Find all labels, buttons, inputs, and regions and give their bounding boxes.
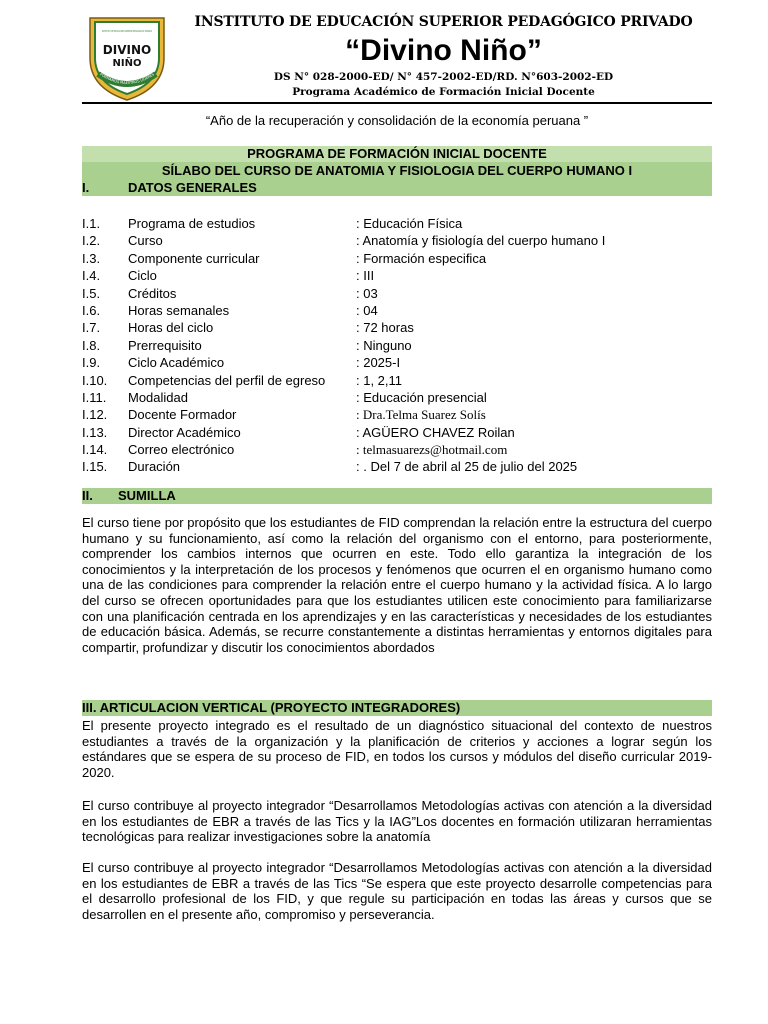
general-data-row xyxy=(82,250,712,267)
logo-main-text-2: NIÑO xyxy=(112,58,142,69)
item-value: : Educación presencial xyxy=(356,389,487,405)
item-label: Prerrequisito xyxy=(128,337,202,353)
general-data-row xyxy=(82,389,712,406)
item-number: I.8. xyxy=(82,337,101,353)
item-number: I.1. xyxy=(82,216,101,231)
item-label: Ciclo xyxy=(128,268,157,284)
item-number: I.4. xyxy=(82,268,101,284)
year-motto: “Año de la recuperación y consolidación de la economía peruana ” xyxy=(205,113,589,128)
item-number: I.12. xyxy=(82,407,108,423)
general-data-row xyxy=(82,285,712,302)
institute-brand: “Divino Niño” xyxy=(345,34,542,67)
logo-ribbon-text: FORMAMOS MAESTROS LÍDERES xyxy=(99,72,155,86)
item-label: Competencias del perfil de egreso xyxy=(128,372,326,388)
general-data-row xyxy=(82,458,712,475)
section-title: DATOS GENERALES xyxy=(128,180,257,195)
item-number: I.11. xyxy=(82,389,107,405)
item-number: I.2. xyxy=(82,233,101,249)
articulacion-paragraph-2: El curso contribuye al proyecto integrador “Desarrollamos Metodologías activas con atención a la diversidad en los estudiantes de EBR a través de las Tics y la IAG”Los docentes en formación utilizaran herramientas tecnológicas para realizar investigaciones sobre la anatomía xyxy=(82,798,712,845)
item-label: Duración xyxy=(128,459,181,475)
item-value: : 04 xyxy=(356,302,378,318)
item-value: : AGÜERO CHAVEZ Roilan xyxy=(356,424,515,440)
email-link[interactable]: : telmasuarezs@hotmail.com xyxy=(356,442,508,458)
articulacion-section-band xyxy=(82,700,712,716)
institute-logo xyxy=(84,12,170,102)
syllabus-title: SÍLABO DEL CURSO DE ANATOMIA Y FISIOLOGIA DEL CUERPO HUMANO I xyxy=(161,163,633,178)
general-data-row xyxy=(82,406,712,423)
item-label: Horas semanales xyxy=(128,302,230,318)
section-number: II. xyxy=(82,488,93,503)
item-label: Créditos xyxy=(128,285,177,301)
item-label: Programa de estudios xyxy=(128,216,256,231)
item-number: I.3. xyxy=(82,250,101,266)
header-divider xyxy=(82,102,712,104)
general-data-list xyxy=(82,215,712,476)
item-number: I.5. xyxy=(82,285,101,301)
sumilla-paragraph: El curso tiene por propósito que los estudiantes de FID comprendan la relación entre la estructura del cuerpo humano y su funcionamiento, así como la relación del organismo con el entorno, para posteriormente, comprender los cambios internos que ocurren en este. Todo ello garantiza la integración de los conocimientos y la interpretación de los procesos y fenómenos que ocurren el en organismo humano como una de las condiciones para comprender la relación entre el cuerpo humano y la actividad física. A lo largo del curso se ofrecen oportunidades para que los estudiantes utilicen este conocimiento para familiarizarse con una planificación centrada en los aprendizajes y en las características y necesidades de los estudiantes de educación básica. Además, se recurre constantemente a distintas herramientas y entornos digitales para compartir, profundizar y discutir los conocimientos abordados xyxy=(82,515,712,655)
item-value: : Ninguno xyxy=(356,337,412,353)
item-value: : Educación Física xyxy=(356,216,463,231)
section-number: I. xyxy=(82,180,90,195)
item-value: : Dra.Telma Suarez Solís xyxy=(356,407,486,423)
item-label: Director Académico xyxy=(128,424,241,440)
general-data-row xyxy=(82,354,712,371)
item-value: : Formación especifica xyxy=(356,250,487,266)
item-value: : 2025-I xyxy=(356,355,401,371)
item-label: Modalidad xyxy=(128,389,188,405)
item-value: : Anatomía y fisiología del cuerpo humano I xyxy=(356,233,606,249)
item-label: Horas del ciclo xyxy=(128,320,214,336)
program-line: Programa Académico de Formación Inicial Docente xyxy=(292,86,595,98)
general-data-row xyxy=(82,337,712,354)
item-label: Correo electrónico xyxy=(128,442,235,458)
section-title: SUMILLA xyxy=(118,488,176,503)
item-label: Curso xyxy=(128,233,163,249)
item-value: : 1, 2,11 xyxy=(356,372,403,388)
item-number: I.9. xyxy=(82,355,101,371)
syllabus-title-band xyxy=(82,162,712,196)
section-title: III. ARTICULACION VERTICAL (PROYECTO INTEGRADORES) xyxy=(82,700,461,715)
general-data-row xyxy=(82,302,712,319)
item-number: I.15. xyxy=(82,459,108,475)
articulacion-paragraph-1: El presente proyecto integrado es el resultado de un diagnóstico situacional del contexto de nuestros estudiantes a través de la organización y la planificación de criterios y acciones a lograr según los estándares que se espera de su proceso de FID, en todos los cursos y módulos del diseño curricular 2019-2020. xyxy=(82,718,712,780)
institute-name: INSTITUTO DE EDUCACIÓN SUPERIOR PEDAGÓGICO PRIVADO xyxy=(194,14,693,30)
general-data-row xyxy=(82,372,712,389)
articulacion-paragraph-3: El curso contribuye al proyecto integrador “Desarrollamos Metodologías activas con atención a la diversidad en los estudiantes de EBR a través de las Tics “Se espera que este proyecto desarrolle competencias para el desarrollo profesional de los FID, y que regule su participación en todas las áreas y cursos que se desarrollen en el presente año, compromiso y perseverancia. xyxy=(82,860,712,922)
decree-line: DS N° 028-2000-ED/ N° 457-2002-ED/RD. N°603-2002-ED xyxy=(273,71,614,83)
program-title-band: PROGRAMA DE FORMACIÓN INICIAL DOCENTE xyxy=(82,146,712,162)
general-data-row xyxy=(82,441,712,458)
item-value: : . Del 7 de abril al 25 de julio del 2025 xyxy=(356,459,578,475)
general-data-row xyxy=(82,232,712,249)
item-number: I.13. xyxy=(82,424,108,440)
item-number: I.7. xyxy=(82,320,101,336)
item-label: Ciclo Académico xyxy=(128,355,225,371)
sumilla-section-band xyxy=(82,488,712,504)
item-number: I.14. xyxy=(82,442,108,458)
item-label: Docente Formador xyxy=(128,407,237,423)
item-value: : III xyxy=(356,268,375,284)
general-data-row xyxy=(82,319,712,336)
general-data-row xyxy=(82,267,712,284)
general-data-row xyxy=(82,215,712,232)
item-label: Componente curricular xyxy=(128,250,260,266)
item-value: : 72 horas xyxy=(356,320,414,336)
item-value: : 03 xyxy=(356,285,378,301)
general-data-row xyxy=(82,424,712,441)
logo-top-text: INSTITUTO DE EDUCACIÓN SUPERIOR xyxy=(102,29,159,33)
item-number: I.6. xyxy=(82,302,101,318)
logo-main-text-1: DIVINO xyxy=(102,43,152,57)
item-number: I.10. xyxy=(82,372,108,388)
